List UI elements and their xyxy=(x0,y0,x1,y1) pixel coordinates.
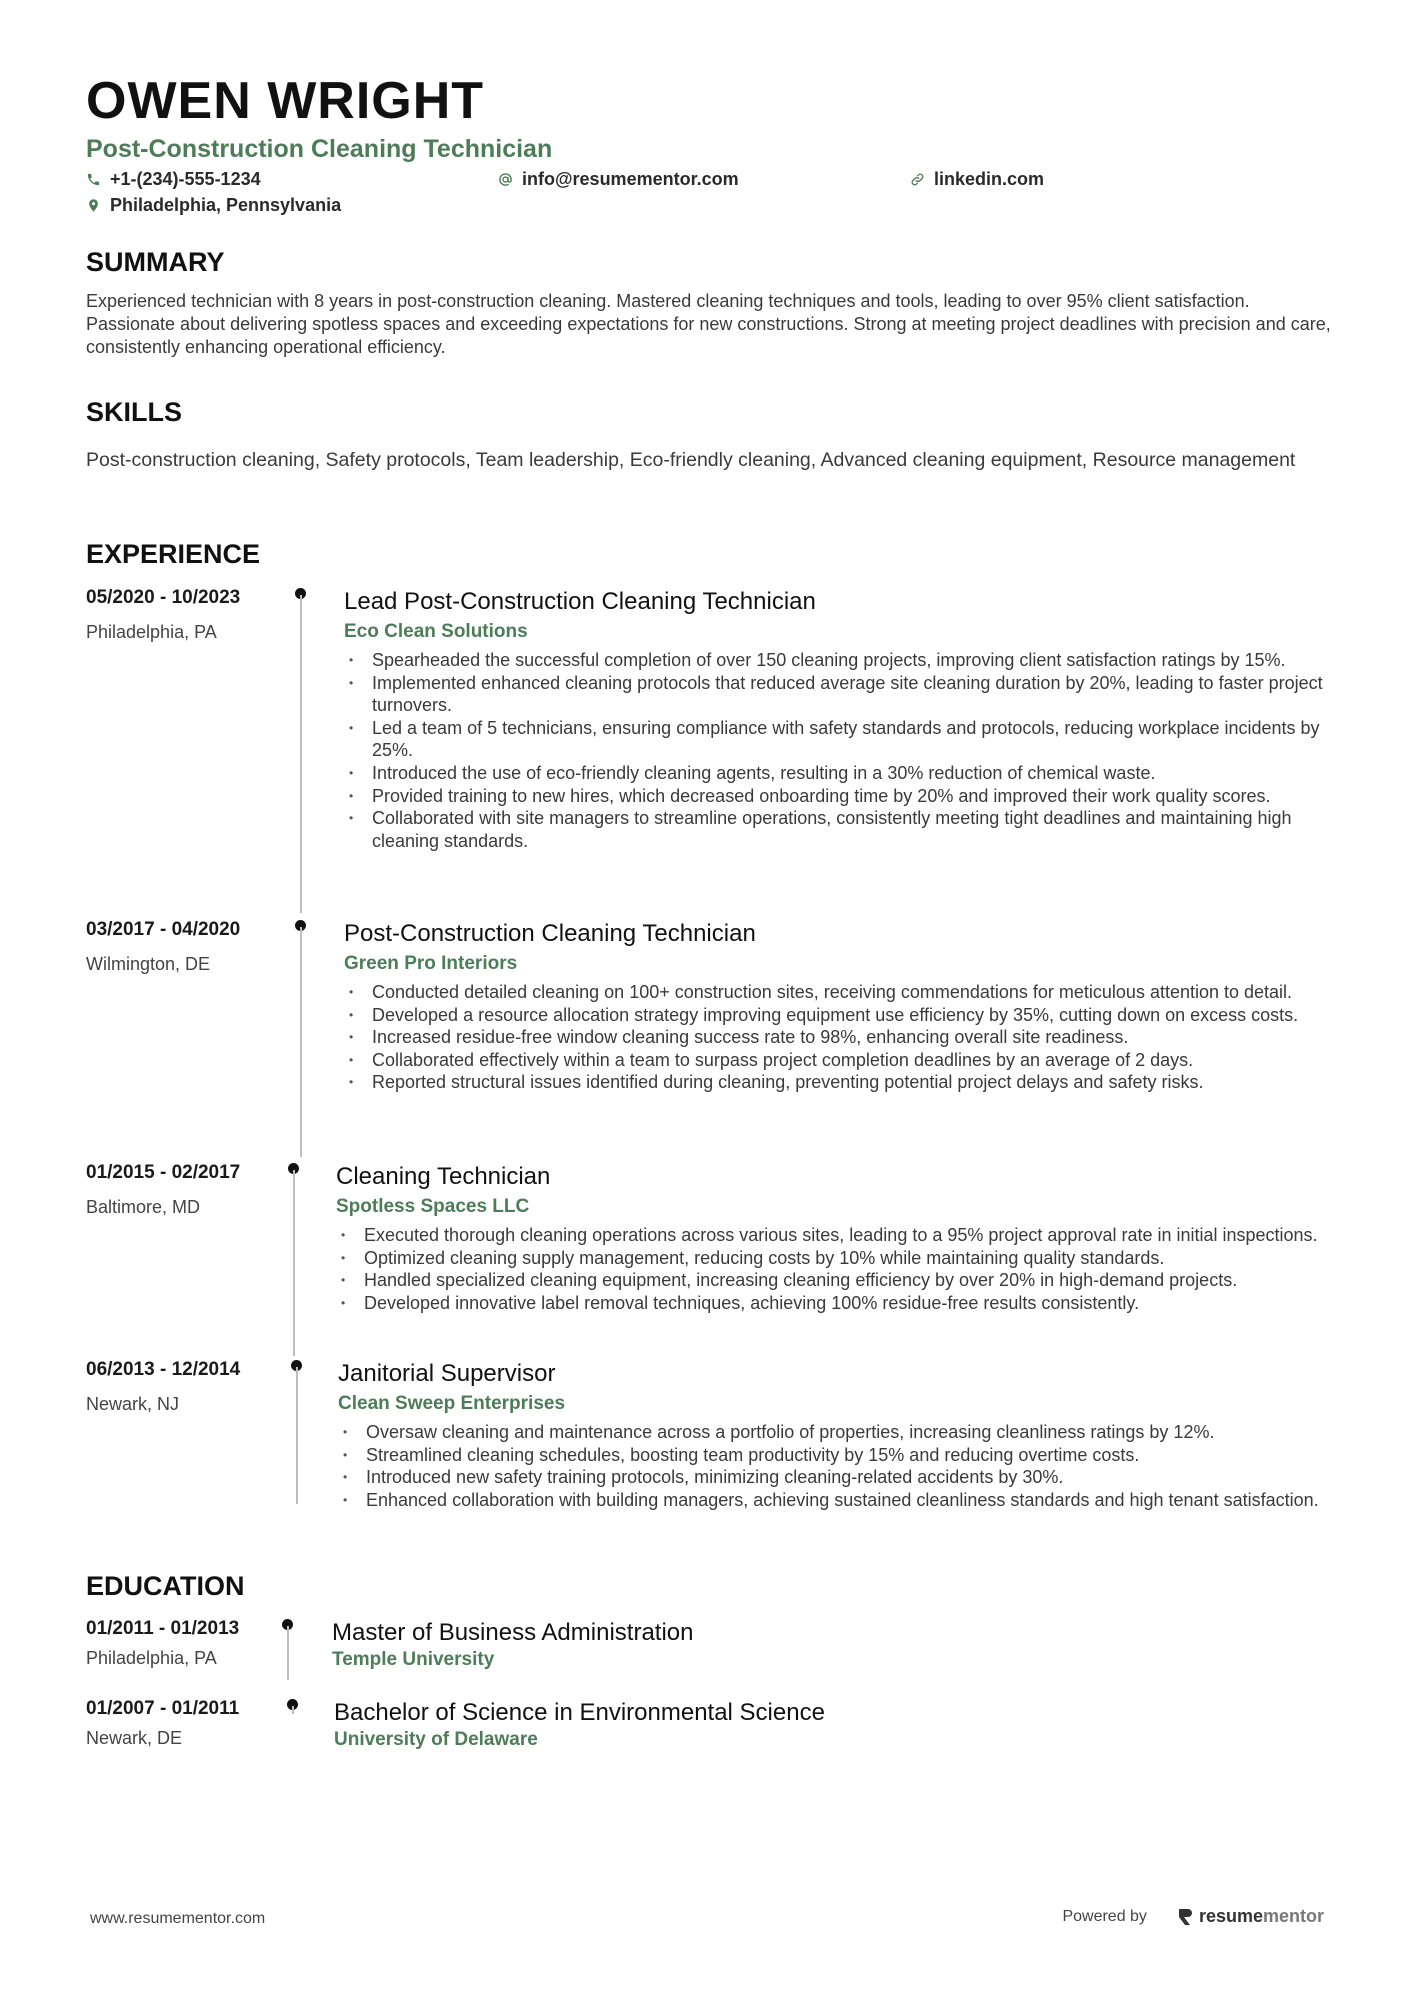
summary-heading: SUMMARY xyxy=(86,247,225,277)
education-dates: 01/2007 - 01/2011 xyxy=(86,1698,240,1719)
job-bullet: • Provided training to new hires, which decreased onboarding time by 20% and improved their work quality scores. xyxy=(344,785,1334,808)
job-bullet: • Optimized cleaning supply management, reducing costs by 10% while maintaining quality standards. xyxy=(336,1247,1334,1270)
skills-text: Post-construction cleaning, Safety protocols, Team leadership, Eco-friendly cleaning, Advanced cleaning equipment, Resource management xyxy=(86,449,1296,471)
job-title: Lead Post-Construction Cleaning Technician xyxy=(344,588,816,615)
footer-website[interactable]: www.resumementor.com xyxy=(90,1910,266,1927)
summary-text: Experienced technician with 8 years in post-construction cleaning. Mastered cleaning techniques and tools, leading to over 95% client satisfaction. Passionate about delivering spotless spaces and exceeding expectations for new constructions. Strong at meeting project deadlines with precision and care, consistently enhancing operational efficiency. xyxy=(86,291,1331,357)
job-details xyxy=(344,919,1334,1094)
timeline-line xyxy=(296,1367,298,1504)
job-details xyxy=(336,1162,1334,1314)
job-title: Post-Construction Cleaning Technician xyxy=(344,920,756,947)
timeline-line xyxy=(300,595,302,913)
email-text: info@resumementor.com xyxy=(522,168,739,189)
school-name: Temple University xyxy=(332,1649,495,1670)
job-company: Eco Clean Solutions xyxy=(344,621,528,642)
timeline-line xyxy=(300,927,302,1157)
job-bullet: • Streamlined cleaning schedules, boosting team productivity by 15% and reducing overtime costs. xyxy=(338,1444,1334,1467)
education-details xyxy=(334,1698,1334,1752)
job-bullet: • Collaborated with site managers to streamline operations, consistently meeting tight deadlines and maintaining high cleaning standards. xyxy=(344,807,1334,852)
job-bullet: • Oversaw cleaning and maintenance across a portfolio of properties, increasing cleanliness ratings by 12%. xyxy=(338,1421,1334,1444)
timeline-line xyxy=(292,1706,294,1714)
job-location: Newark, NJ xyxy=(86,1394,180,1414)
linkedin-text: linkedin.com xyxy=(934,168,1045,189)
degree-title: Bachelor of Science in Environmental Science xyxy=(334,1699,825,1726)
contact-phone xyxy=(86,168,498,190)
phone-icon xyxy=(86,172,101,187)
at-icon xyxy=(498,172,513,187)
job-location: Baltimore, MD xyxy=(86,1197,201,1217)
location-text: Philadelphia, Pennsylvania xyxy=(110,194,342,215)
education-location: Philadelphia, PA xyxy=(86,1648,217,1668)
experience-heading: EXPERIENCE xyxy=(86,539,261,569)
education-dates: 01/2011 - 01/2013 xyxy=(86,1618,240,1639)
job-bullets xyxy=(336,1224,1334,1314)
job-bullet: • Developed a resource allocation strategy improving equipment use efficiency by 35%, cutting down on excess costs. xyxy=(344,1004,1334,1027)
job-dates: 01/2015 - 02/2017 xyxy=(86,1162,241,1183)
phone-text: +1-(234)-555-1234 xyxy=(110,168,261,189)
school-name: University of Delaware xyxy=(334,1729,538,1750)
job-location: Philadelphia, PA xyxy=(86,622,217,642)
degree-title: Master of Business Administration xyxy=(332,1619,694,1646)
job-bullet: • Handled specialized cleaning equipment, increasing cleaning efficiency by over 20% in high-demand projects. xyxy=(336,1269,1334,1292)
contact-location xyxy=(86,194,498,216)
job-bullets xyxy=(338,1421,1334,1511)
timeline-line xyxy=(293,1170,295,1356)
footer-branding xyxy=(1062,1906,1324,1927)
job-bullet: • Spearheaded the successful completion of over 150 cleaning projects, improving client satisfaction ratings by 15%. xyxy=(344,649,1334,672)
link-icon xyxy=(910,172,925,187)
job-bullet: • Introduced new safety training protocols, minimizing cleaning-related accidents by 30%. xyxy=(338,1466,1334,1489)
experience-section xyxy=(86,538,1334,570)
summary-section xyxy=(86,246,1334,359)
job-bullet: • Reported structural issues identified during cleaning, preventing potential project delays and safety risks. xyxy=(344,1071,1334,1094)
brand-main: resume xyxy=(1198,1906,1263,1926)
resume-page xyxy=(86,70,1334,1750)
job-title: Janitorial Supervisor xyxy=(338,1360,556,1387)
education-location: Newark, DE xyxy=(86,1728,183,1748)
job-bullet: • Increased residue-free window cleaning success rate to 98%, enhancing overall site readiness. xyxy=(344,1026,1334,1049)
job-company: Spotless Spaces LLC xyxy=(336,1196,530,1217)
brand-lite: mentor xyxy=(1262,1906,1324,1926)
job-details xyxy=(344,587,1334,852)
timeline-line xyxy=(287,1626,289,1680)
contact-email[interactable] xyxy=(498,168,910,190)
education-details xyxy=(332,1618,1332,1672)
skills-heading: SKILLS xyxy=(86,397,183,427)
brand-logo[interactable] xyxy=(1177,1906,1324,1927)
candidate-role: Post-Construction Cleaning Technician xyxy=(86,135,553,163)
job-dates: 06/2013 - 12/2014 xyxy=(86,1359,241,1380)
job-bullet: • Collaborated effectively within a team to surpass project completion deadlines by an average of 2 days. xyxy=(344,1049,1334,1072)
education-section xyxy=(86,1570,1334,1602)
powered-by-text: Powered by xyxy=(1062,1907,1147,1925)
contact-info xyxy=(86,168,1334,216)
job-company: Green Pro Interiors xyxy=(344,953,518,974)
job-details xyxy=(338,1359,1334,1511)
job-bullet: • Led a team of 5 technicians, ensuring compliance with safety standards and protocols, reducing workplace incidents by 25%. xyxy=(344,717,1334,762)
job-bullet: • Implemented enhanced cleaning protocols that reduced average site cleaning duration by 20%, leading to faster project turnovers. xyxy=(344,672,1334,717)
job-bullets xyxy=(344,649,1334,852)
job-bullet: • Conducted detailed cleaning on 100+ construction sites, receiving commendations for meticulous attention to detail. xyxy=(344,981,1334,1004)
contact-linkedin[interactable] xyxy=(910,168,1322,190)
job-title: Cleaning Technician xyxy=(336,1163,551,1190)
job-dates: 05/2020 - 10/2023 xyxy=(86,587,241,608)
location-pin-icon xyxy=(86,198,101,213)
candidate-name: OWEN WRIGHT xyxy=(86,72,485,130)
job-company: Clean Sweep Enterprises xyxy=(338,1393,566,1414)
job-bullet: • Enhanced collaboration with building managers, achieving sustained cleanliness standards and high tenant satisfaction. xyxy=(338,1489,1334,1512)
education-heading: EDUCATION xyxy=(86,1571,245,1601)
job-bullet: • Introduced the use of eco-friendly cleaning agents, resulting in a 30% reduction of chemical waste. xyxy=(344,762,1334,785)
job-location: Wilmington, DE xyxy=(86,954,211,974)
job-bullet: • Executed thorough cleaning operations across various sites, leading to a 95% project approval rate in initial inspections. xyxy=(336,1224,1334,1247)
resumementor-logo-icon xyxy=(1177,1907,1193,1927)
skills-section xyxy=(86,396,1334,472)
job-bullets xyxy=(344,981,1334,1094)
job-bullet: • Developed innovative label removal techniques, achieving 100% residue-free results consistently. xyxy=(336,1292,1334,1315)
job-dates: 03/2017 - 04/2020 xyxy=(86,919,241,940)
